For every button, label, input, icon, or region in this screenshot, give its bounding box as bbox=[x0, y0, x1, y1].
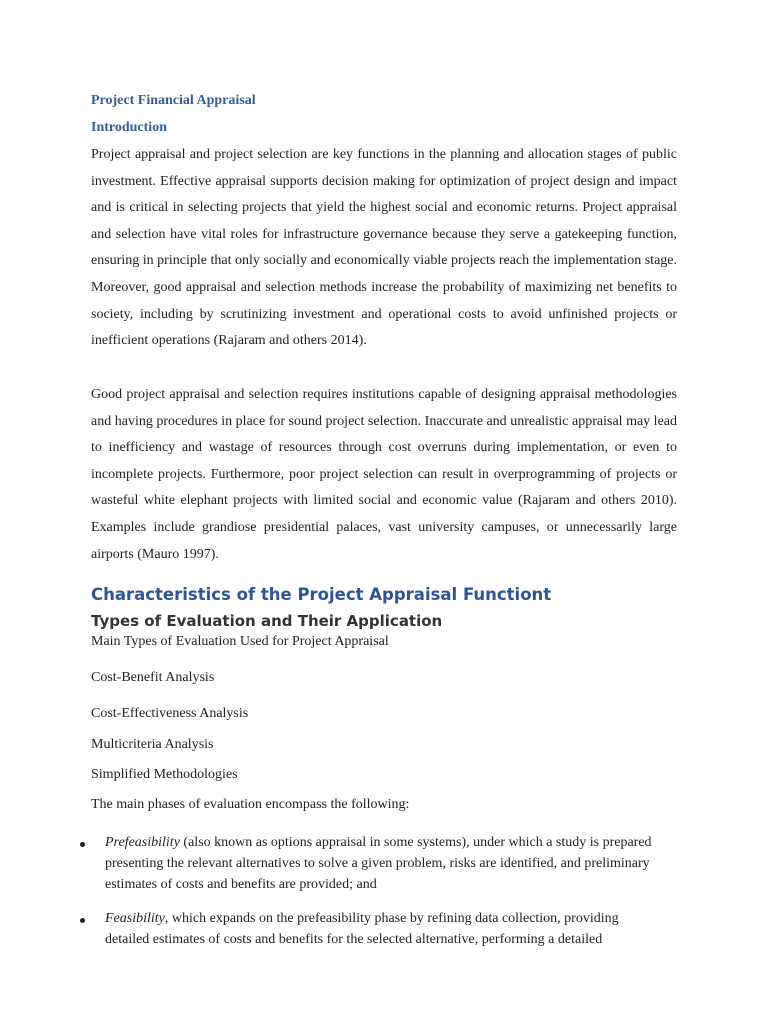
evaluation-type-cost-effectiveness: Cost-Effectiveness Analysis bbox=[91, 706, 249, 721]
phase-term: Feasibility bbox=[105, 911, 165, 926]
phase-description: , which expands on the prefeasibility phase by refining data collection, providing detailed estimates of costs and benefits for the selected alternative, performing a detailed bbox=[105, 911, 619, 947]
phases-intro: The main phases of evaluation encompass the following: bbox=[91, 797, 410, 812]
phase-term: Prefeasibility bbox=[105, 835, 180, 850]
paragraph-2: Good project appraisal and selection requires institutions capable of designing appraisal methodologies and having procedures in place for sound project selection. Inaccurate and unrealistic appraisal may lead to inefficiency and wastage of resources through cost overruns during implementation, or even to incomplete projects. Furthermore, poor project selection can result in overprogramming of projects or wasteful white elephant projects with limited social and economic value (Rajaram and others 2010). Examples include grandiose presidential palaces, vast university campuses, or unnecessarily large airports (Mauro 1997). bbox=[91, 387, 677, 562]
bullet-icon bbox=[80, 842, 85, 847]
phase-description: (also known as options appraisal in some systems), under which a study is prepared presenting the relevant alternatives to solve a given problem, risks are identified, and preliminary estimates of costs and benefits are provided; and bbox=[105, 835, 652, 892]
characteristics-heading: Characteristics of the Project Appraisal Functiont bbox=[91, 585, 552, 604]
evaluation-type-simplified: Simplified Methodologies bbox=[91, 767, 238, 782]
main-types-label: Main Types of Evaluation Used for Project Appraisal bbox=[91, 634, 389, 649]
phase-feasibility-text bbox=[105, 908, 665, 950]
phase-prefeasibility-text bbox=[105, 832, 665, 895]
introduction-heading: Introduction bbox=[91, 120, 167, 135]
evaluation-type-cost-benefit: Cost-Benefit Analysis bbox=[91, 670, 215, 685]
paragraph-1: Project appraisal and project selection are key functions in the planning and allocation stages of public investment. Effective appraisal supports decision making for optimization of project design and impact and is critical in selecting projects that yield the highest social and economic returns. Project appraisal and selection have vital roles for infrastructure governance because they serve a gatekeeping function, ensuring in principle that only socially and economically viable projects reach the implementation stage. Moreover, good appraisal and selection methods increase the probability of maximizing net benefits to society, including by scrutinizing investment and operational costs to avoid unfinished projects or inefficient operations (Rajaram and others 2014). bbox=[91, 147, 677, 349]
bullet-icon bbox=[80, 918, 85, 923]
document-title: Project Financial Appraisal bbox=[91, 93, 256, 108]
types-of-evaluation-heading: Types of Evaluation and Their Application bbox=[91, 612, 443, 630]
evaluation-type-multicriteria: Multicriteria Analysis bbox=[91, 737, 214, 752]
